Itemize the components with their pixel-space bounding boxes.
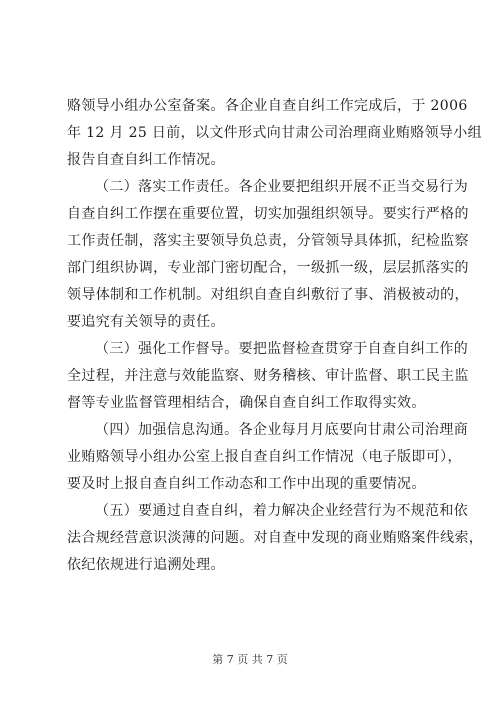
text-line: 领导体制和工作机制。对组织自查自纠敷衍了事、消极被动的， <box>67 287 469 303</box>
text-line: 工作责任制，落实主要领导负总责，分管领导具体抓，纪检监察 <box>67 233 469 249</box>
text-line-first: （四）加强信息沟通。各企业每月月底要向甘肃公司治理商 <box>95 422 469 438</box>
paragraph-work-responsibility <box>67 174 469 336</box>
text-line: 赂领导小组办公室备案。各企业自查自纠工作完成后，于 2006 <box>67 98 468 114</box>
text-line: 要追究有关领导的责任。 <box>67 314 225 330</box>
text-line: 部门组织协调，专业部门密切配合，一级抓一级，层层抓落实的 <box>67 260 469 276</box>
text-line: 督等专业监督管理相结合，确保自查自纠工作取得实效。 <box>67 395 426 411</box>
paragraph-report-filing <box>67 93 482 174</box>
paragraph-resolve-problems <box>67 498 484 579</box>
paragraph-information-communication <box>67 417 469 498</box>
text-line-first: （五）要通过自查自纠，着力解决企业经营行为不规范和依 <box>95 503 469 519</box>
text-line: 业贿赂领导小组办公室上报自查自纠工作情况（电子版即可）， <box>67 449 462 465</box>
text-line: 依纪依规进行追溯处理。 <box>67 557 225 573</box>
text-line: 年 12 月 25 日前，以文件形式向甘肃公司治理商业贿赂领导小组 <box>67 125 482 141</box>
text-line: 要及时上报自查自纠工作动态和工作中出现的重要情况。 <box>67 476 426 492</box>
text-line: 全过程，并注意与效能监察、财务稽核、审计监督、职工民主监 <box>67 368 469 384</box>
text-line-first: （二）落实工作责任。各企业要把组织开展不正当交易行为 <box>95 179 469 195</box>
text-line: 法合规经营意识淡薄的问题。对自查中发现的商业贿赂案件线索， <box>67 530 484 546</box>
paragraph-work-supervision <box>67 336 469 417</box>
page-number-footer: 第 7 页 共 7 页 <box>212 653 288 666</box>
document-body <box>67 93 484 579</box>
text-line-first: （三）强化工作督导。要把监督检查贯穿于自查自纠工作的 <box>95 341 469 357</box>
text-line: 报告自查自纠工作情况。 <box>67 152 225 168</box>
text-line: 自查自纠工作摆在重要位置，切实加强组织领导。要实行严格的 <box>67 206 469 222</box>
